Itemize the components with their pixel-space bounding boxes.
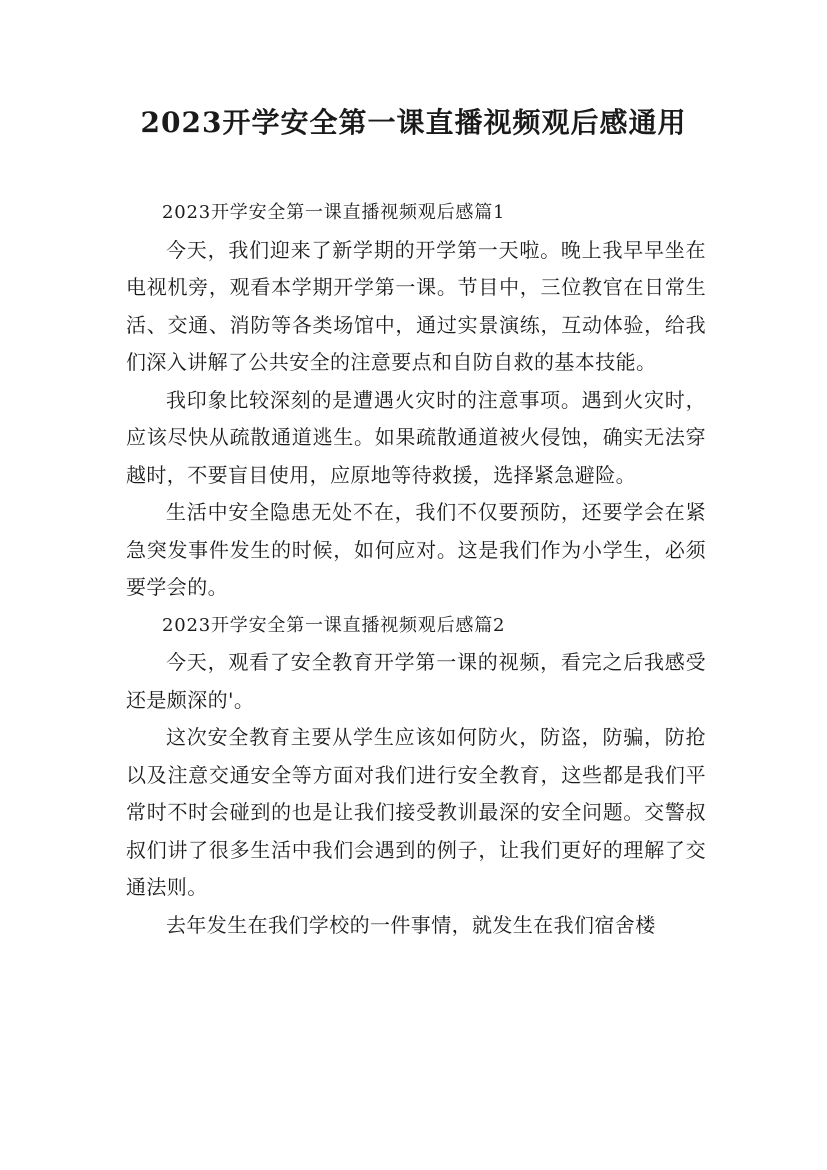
paragraph: 今天，观看了安全教育开学第一课的视频，看完之后我感受还是颇深的'。 xyxy=(126,650,706,712)
paragraph: 今天，我们迎来了新学期的开学第一天啦。晚上我早早坐在电视机旁，观看本学期开学第一课。节目中，三位教官在日常生活、交通、消防等各类场馆中，通过实景演练，互动体验，给我们深入讲解了公共安全的注意要点和自防自救的基本技能。 xyxy=(126,237,706,374)
paragraph: 去年发生在我们学校的一件事情，就发生在我们宿舍楼 xyxy=(166,912,656,937)
document-title: 2023开学安全第一课直播视频观后感通用 xyxy=(140,106,687,139)
paragraph: 生活中安全隐患无处不在，我们不仅要预防，还要学会在紧急突发事件发生的时候，如何应对。这是我们作为小学生，必须要学会的。 xyxy=(126,500,706,599)
document-body xyxy=(126,194,706,944)
paragraph: 我印象比较深刻的是遭遇火灾时的注意事项。遇到火灾时，应该尽快从疏散通道逃生。如果疏散通道被火侵蚀，确实无法穿越时，不要盲目使用，应原地等待救援，选择紧急避险。 xyxy=(126,387,706,487)
paragraph: 这次安全教育主要从学生应该如何防火，防盗，防骗，防抢以及注意交通安全等方面对我们进行安全教育，这些都是我们平常时不时会碰到的也是让我们接受教训最深的安全问题。交警叔叔们讲了很多生活中我们会遇到的例子，让我们更好的理解了交通法则。 xyxy=(126,725,706,899)
section-heading: 2023开学安全第一课直播视频观后感篇1 xyxy=(162,202,506,223)
section-heading: 2023开学安全第一课直播视频观后感篇2 xyxy=(162,614,506,636)
